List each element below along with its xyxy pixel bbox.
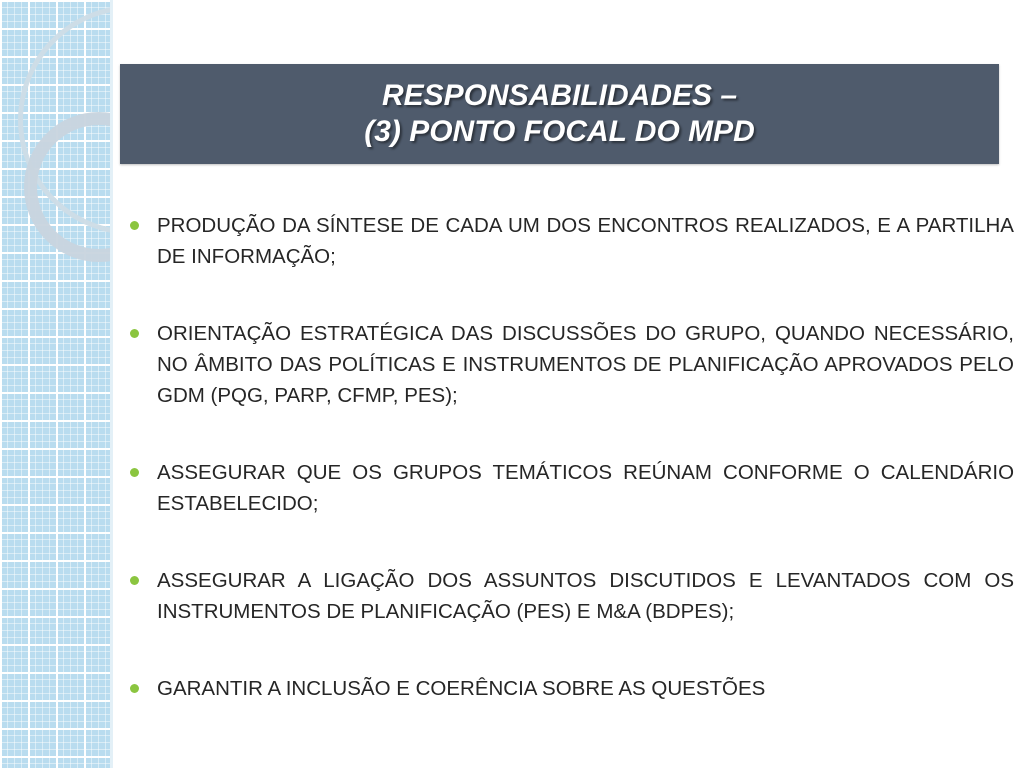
bullet-dot-icon [130,468,139,477]
bullet-line: LEVANTADOS COM OS INSTRUMENTOS DE PLANIFICAÇÃO (PES) E [157,569,1014,623]
bullet-dot-icon [130,684,139,693]
bullet-line: INSTRUMENTOS DE PLANIFICAÇÃO APROVADOS PELO GDM (PQG, [157,353,1014,407]
bullet-line: M&A (BDPES); [596,600,735,623]
slide-title-bar [120,64,999,164]
slide-title-line: RESPONSABILIDADES – [381,79,738,112]
bullet-item [130,673,1014,704]
bullet-item [130,210,1014,272]
bullet-item [130,318,1014,411]
bullet-item [130,565,1014,627]
bullet-line: PARP, CFMP, PES); [274,384,458,407]
bullet-line: CALENDÁRIO ESTABELECIDO; [157,461,1015,515]
bullet-text [157,457,1014,519]
bullet-line: GARANTIR A INCLUSÃO E COERÊNCIA SOBRE AS QUESTÕES [157,677,766,700]
bullet-text [157,565,1014,627]
bullet-line: REALIZADOS, E A PARTILHA DE INFORMAÇÃO; [157,214,1014,268]
bullet-line: QUANDO NECESSÁRIO, NO ÂMBITO DAS POLÍTICAS E [157,322,1014,376]
bullet-text [157,210,1014,272]
bullet-line: PRODUÇÃO DA SÍNTESE DE CADA UM DOS ENCONTROS [157,214,729,237]
decorative-side-panel [0,0,113,768]
slide-title-line: (3) PONTO FOCAL DO MPD [364,115,755,148]
bullet-list [130,210,1014,750]
bullet-text [157,673,1014,704]
bullet-dot-icon [130,329,139,338]
bullet-line: ORIENTAÇÃO ESTRATÉGICA DAS DISCUSSÕES DO GRUPO, [157,322,766,345]
bullet-text [157,318,1014,411]
bullet-line: ASSEGURAR QUE OS GRUPOS TEMÁTICOS REÚNAM CONFORME O [157,461,870,484]
bullet-dot-icon [130,576,139,585]
bullet-line: ASSEGURAR A LIGAÇÃO DOS ASSUNTOS DISCUTIDOS E [157,569,763,592]
bullet-item [130,457,1014,519]
bullet-dot-icon [130,221,139,230]
